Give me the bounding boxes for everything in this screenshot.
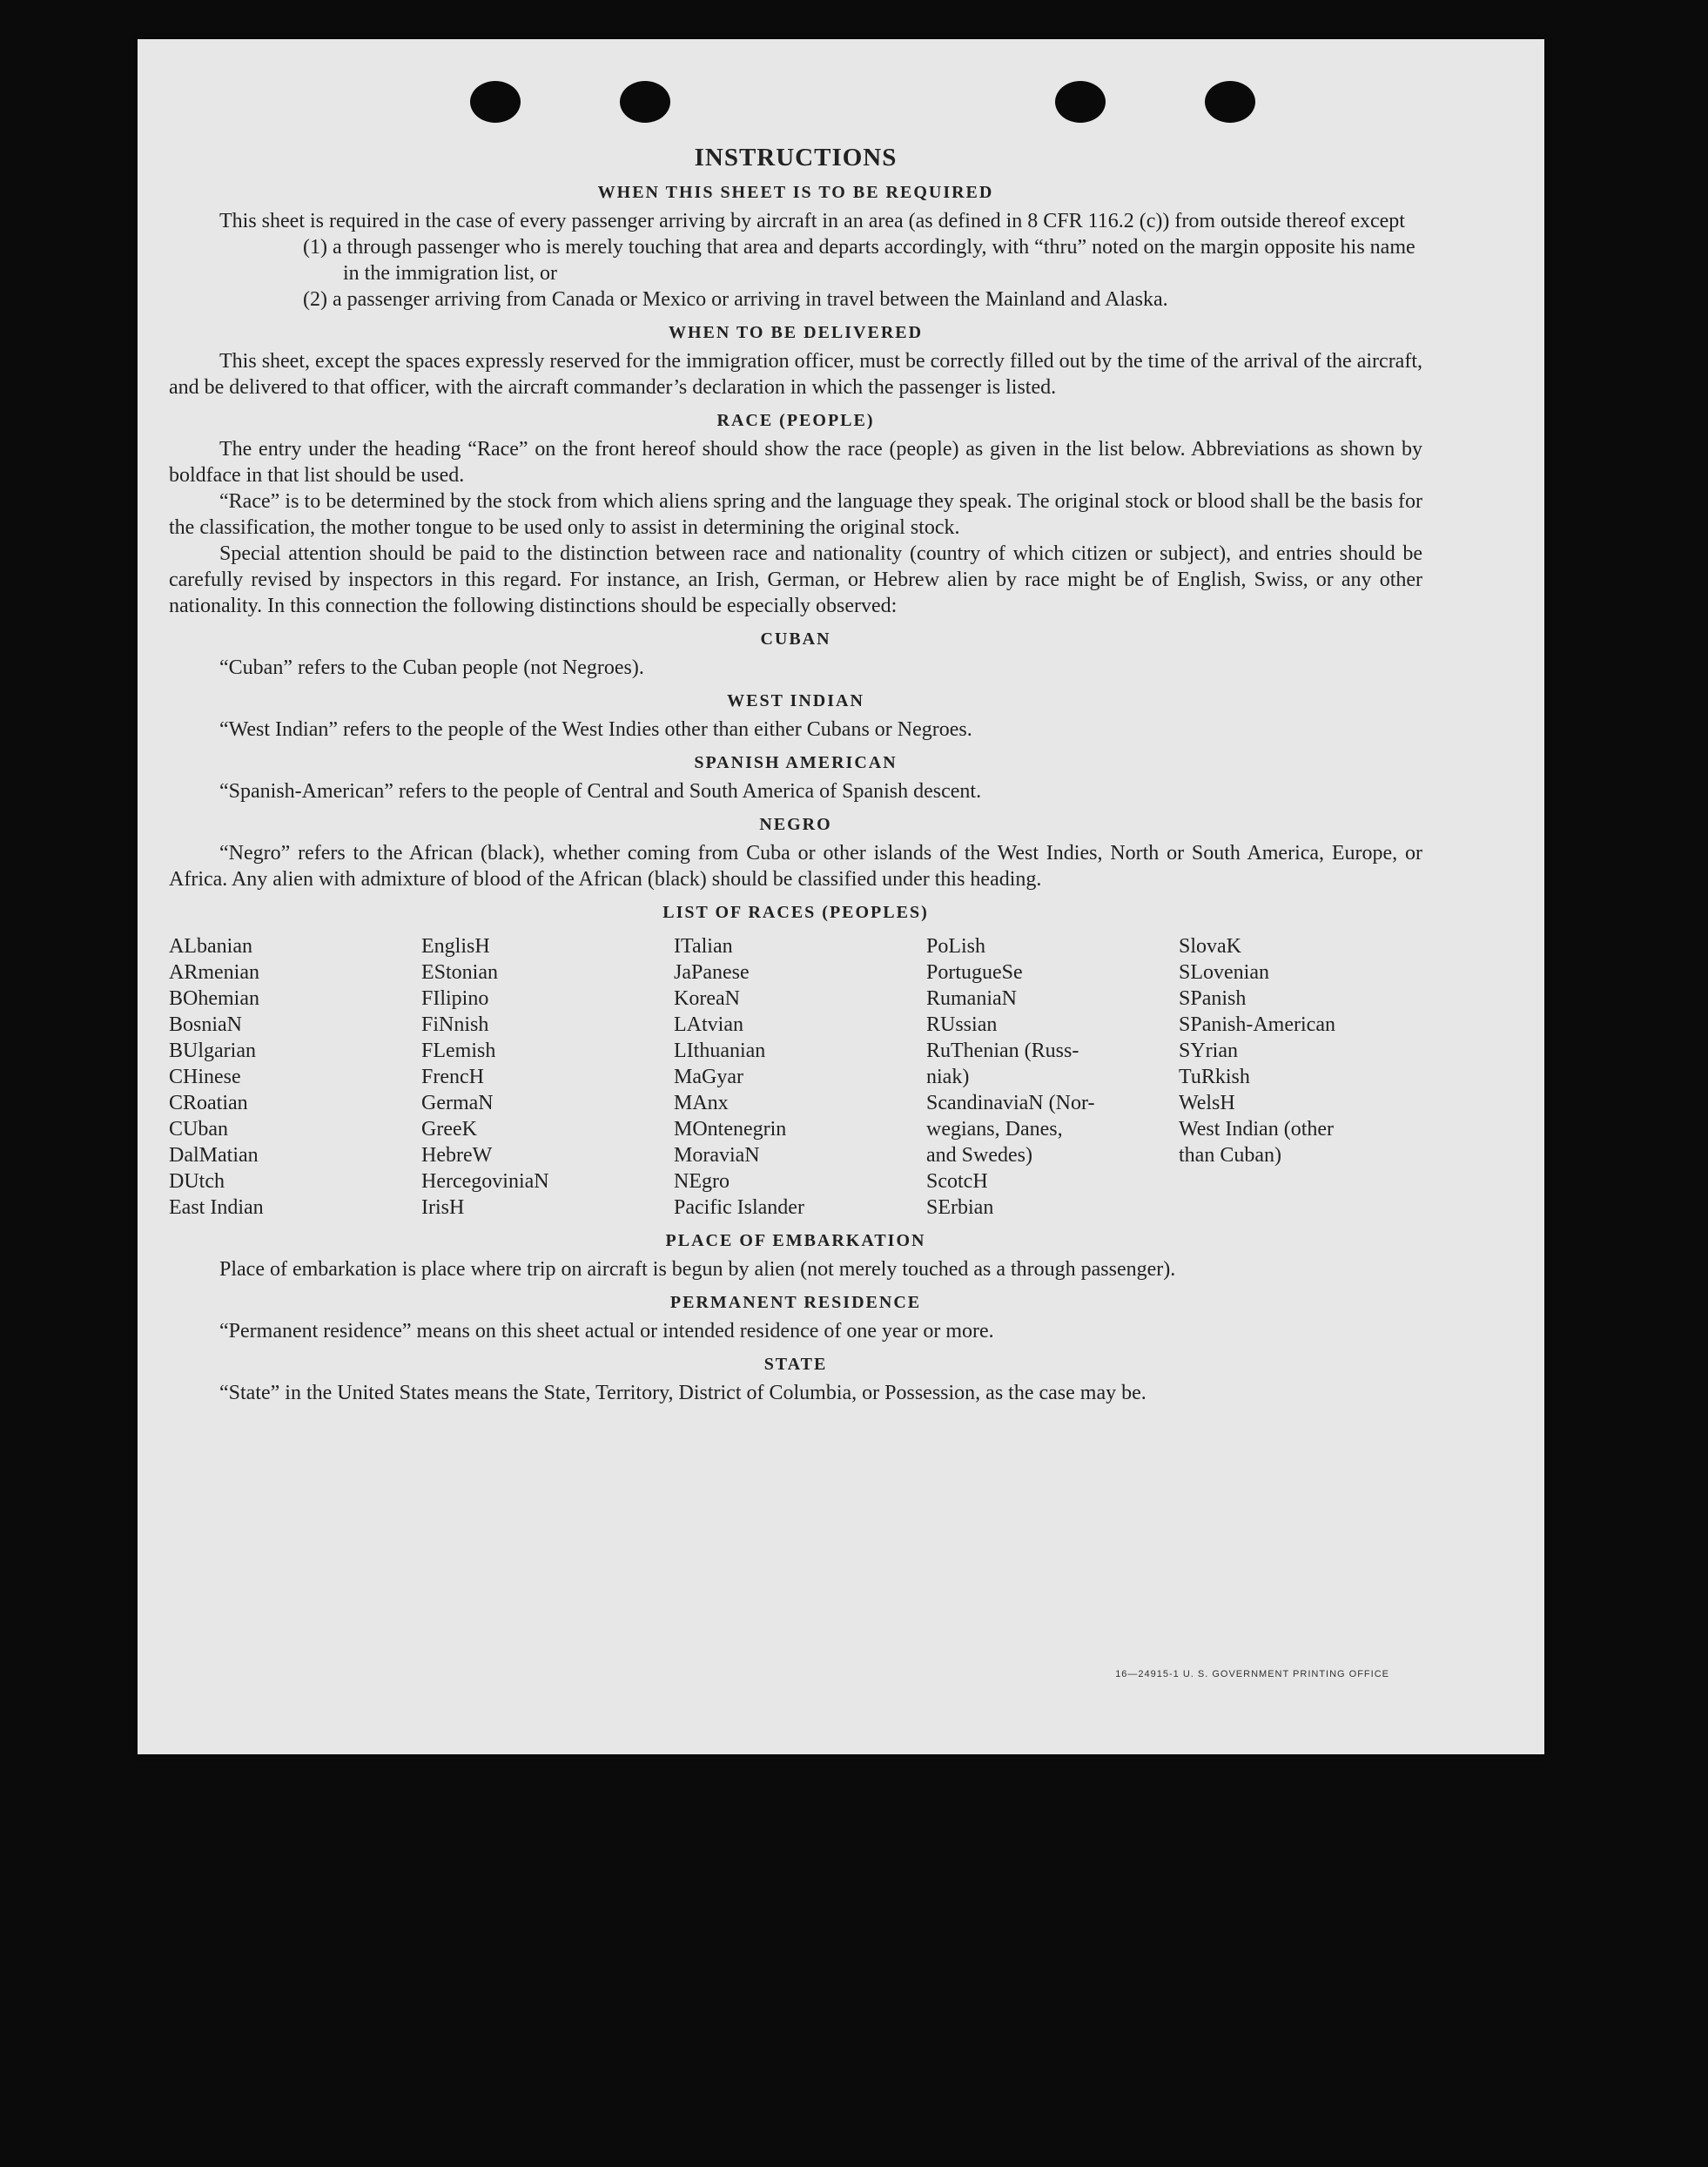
race-entry: BOhemian — [169, 987, 259, 1010]
punch-hole — [1055, 81, 1106, 123]
race-entry: FLemish — [421, 1040, 496, 1062]
race-entry: than Cuban) — [1179, 1144, 1281, 1167]
races-column — [926, 933, 1179, 1221]
instruction-sheet — [138, 39, 1544, 1754]
section-heading-race: RACE (PEOPLE) — [716, 411, 875, 430]
section-heading-delivered: WHEN TO BE DELIVERED — [668, 323, 924, 342]
race-entry: HercegoviniaN — [421, 1170, 549, 1193]
races-column — [421, 933, 674, 1221]
race-entry: ALbanian — [169, 935, 252, 958]
race-entry: MOntenegrin — [674, 1118, 787, 1141]
race-entry: WelsH — [1179, 1092, 1235, 1114]
race-entry: SLovenian — [1179, 961, 1269, 984]
embarkation-text: Place of embarkation is place where trip on aircraft is begun by alien (not merely touched as a through passenger). — [219, 1258, 1176, 1281]
race-entry: wegians, Danes, — [926, 1118, 1063, 1141]
race-paragraph-1: The entry under the heading “Race” on the front hereof should show the race (people) as given in the list below. Abbreviations as shown by boldface in that list should be used. — [169, 438, 1422, 487]
race-entry: SPanish — [1179, 987, 1247, 1010]
spanish-american-text: “Spanish-American” refers to the people of Central and South America of Spanish descent. — [219, 780, 982, 803]
race-entry: Pacific Islander — [674, 1196, 804, 1219]
section-heading-west-indian: WEST INDIAN — [727, 691, 864, 710]
race-entry: IrisH — [421, 1196, 465, 1219]
races-column — [674, 933, 926, 1221]
race-entry: SPanish-American — [1179, 1013, 1335, 1036]
cuban-text: “Cuban” refers to the Cuban people (not Negroes). — [219, 656, 644, 679]
race-entry: RuThenian (Russ- — [926, 1040, 1079, 1062]
race-entry: MoraviaN — [674, 1144, 760, 1167]
race-entry: DalMatian — [169, 1144, 259, 1167]
race-entry: MAnx — [674, 1092, 729, 1114]
west-indian-text: “West Indian” refers to the people of the West Indies other than either Cubans or Negroes. — [219, 718, 972, 741]
race-entry: BosniaN — [169, 1013, 242, 1036]
races-list — [169, 933, 1422, 1221]
race-entry: BUlgarian — [169, 1040, 256, 1062]
section-heading-races-list: LIST OF RACES (PEOPLES) — [662, 903, 929, 922]
race-entry: PoLish — [926, 935, 986, 958]
races-column — [1179, 933, 1431, 1221]
page-title: INSTRUCTIONS — [694, 144, 898, 172]
exception-item-1: (1) a through passenger who is merely touching that area and departs accordingly, with “thru” noted on the margin opposite his name in the immigration list, or — [303, 236, 1415, 285]
race-entry: JaPanese — [674, 961, 750, 984]
race-entry: ARmenian — [169, 961, 259, 984]
race-entry: PortugueSe — [926, 961, 1023, 984]
race-entry: LAtvian — [674, 1013, 743, 1036]
race-entry: KoreaN — [674, 987, 740, 1010]
race-entry: SYrian — [1179, 1040, 1238, 1062]
section-heading-negro: NEGRO — [759, 815, 832, 834]
exception-item-2: (2) a passenger arriving from Canada or Mexico or arriving in travel between the Mainland and Alaska. — [303, 288, 1168, 311]
race-entry: DUtch — [169, 1170, 225, 1193]
state-text: “State” in the United States means the State, Territory, District of Columbia, or Possession, as the case may be. — [219, 1382, 1147, 1404]
race-entry: FIlipino — [421, 987, 489, 1010]
section-heading-required: WHEN THIS SHEET IS TO BE REQUIRED — [597, 183, 994, 202]
race-entry: ITalian — [674, 935, 733, 958]
race-entry: CHinese — [169, 1066, 241, 1088]
printer-footer: 16—24915-1 U. S. GOVERNMENT PRINTING OFFICE — [1115, 1669, 1389, 1679]
punch-hole — [620, 81, 670, 123]
race-paragraph-3: Special attention should be paid to the distinction between race and nationality (country of which citizen or subject), and entries should be carefully revised by inspectors in this regard. For instance, an Irish, German, or Hebrew alien by race might be of English, Swiss, or any other nationality. In this connection the following distinctions should be especially observed: — [169, 542, 1422, 617]
race-entry: ScotcH — [926, 1170, 988, 1193]
race-entry: CRoatian — [169, 1092, 248, 1114]
race-entry: MaGyar — [674, 1066, 743, 1088]
section-heading-state: STATE — [763, 1355, 828, 1374]
race-entry: RUssian — [926, 1013, 998, 1036]
race-entry: CUban — [169, 1118, 228, 1141]
race-entry: East Indian — [169, 1196, 264, 1219]
instructions-content — [169, 144, 1422, 1406]
punch-hole — [470, 81, 521, 123]
race-paragraph-2: “Race” is to be determined by the stock from which aliens spring and the language they speak. The original stock or blood shall be the basis for the classification, the mother tongue to be used only to assist in determining the original stock. — [169, 490, 1422, 539]
race-entry: GermaN — [421, 1092, 494, 1114]
residence-text: “Permanent residence” means on this sheet actual or intended residence of one year or more. — [219, 1320, 994, 1343]
race-entry: niak) — [926, 1066, 970, 1088]
race-entry: FrencH — [421, 1066, 484, 1088]
race-entry: LIthuanian — [674, 1040, 766, 1062]
negro-text: “Negro” refers to the African (black), whether coming from Cuba or other islands of the West Indies, North or South America, Europe, or Africa. Any alien with admixture of blood of the African (black) should be classified under this heading. — [169, 842, 1422, 891]
section-heading-embarkation: PLACE OF EMBARKATION — [665, 1231, 926, 1250]
required-intro: This sheet is required in the case of every passenger arriving by aircraft in an area (as defined in 8 CFR 116.2 (c)) from outside thereof except — [219, 210, 1405, 232]
punch-hole — [1205, 81, 1255, 123]
section-heading-spanish-american: SPANISH AMERICAN — [694, 753, 898, 772]
race-entry: EStonian — [421, 961, 498, 984]
race-entry: SErbian — [926, 1196, 994, 1219]
race-entry: ScandinaviaN (Nor- — [926, 1092, 1095, 1114]
race-entry: and Swedes) — [926, 1144, 1032, 1167]
race-entry: SlovaK — [1179, 935, 1241, 958]
race-entry: NEgro — [674, 1170, 730, 1193]
section-heading-cuban: CUBAN — [760, 629, 831, 649]
race-entry: RumaniaN — [926, 987, 1017, 1010]
race-entry: GreeK — [421, 1118, 477, 1141]
race-entry: FiNnish — [421, 1013, 489, 1036]
races-column — [169, 933, 421, 1221]
race-entry: West Indian (other — [1179, 1118, 1335, 1141]
race-entry: EnglisH — [421, 935, 490, 958]
delivered-text: This sheet, except the spaces expressly reserved for the immigration officer, must be correctly filled out by the time of the arrival of the aircraft, and be delivered to that officer, with the aircraft commander’s declaration in which the passenger is listed. — [169, 350, 1422, 399]
race-entry: TuRkish — [1179, 1066, 1250, 1088]
race-entry: HebreW — [421, 1144, 493, 1167]
section-heading-residence: PERMANENT RESIDENCE — [669, 1293, 922, 1312]
